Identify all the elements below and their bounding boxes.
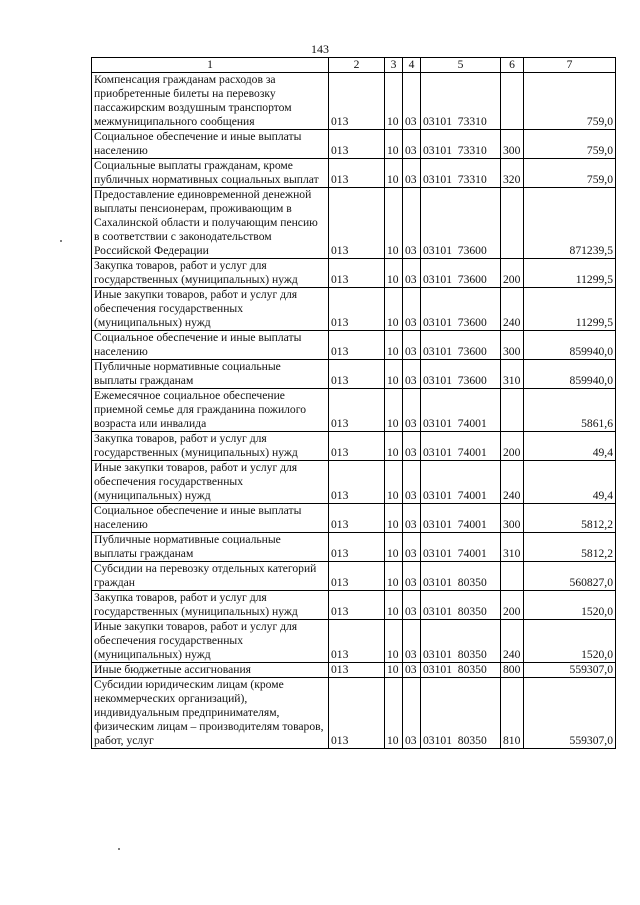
row-name: Закупка товаров, работ и услуг для государственных (муниципальных) нужд [92, 591, 329, 620]
column-header: 6 [501, 58, 524, 73]
section-code: 10 [385, 188, 403, 259]
row-name: Компенсация гражданам расходов за приобретенные билеты на перевозку пассажирским воздушным транспортом межмуниципального сообщения [92, 73, 329, 130]
row-name: Иные закупки товаров, работ и услуг для обеспечения государственных (муниципальных) нужд [92, 620, 329, 663]
table-row [92, 562, 616, 591]
column-header: 7 [524, 58, 616, 73]
subsection-code: 03 [403, 432, 421, 461]
subsection-code: 03 [403, 188, 421, 259]
expense-type-code: 240 [501, 620, 524, 663]
expense-type-code: 810 [501, 678, 524, 749]
amount-value: 5861,6 [524, 389, 616, 432]
target-article-code: 03101 74001 [421, 432, 501, 461]
row-name: Субсидии на перевозку отдельных категорий граждан [92, 562, 329, 591]
table-row [92, 259, 616, 288]
table-row [92, 432, 616, 461]
table-row [92, 331, 616, 360]
amount-value: 759,0 [524, 130, 616, 159]
section-code: 10 [385, 461, 403, 504]
row-name: Закупка товаров, работ и услуг для государственных (муниципальных) нужд [92, 432, 329, 461]
target-article-code: 03101 80350 [421, 620, 501, 663]
admin-code: 013 [329, 130, 385, 159]
expense-type-code: 240 [501, 288, 524, 331]
section-code: 10 [385, 432, 403, 461]
expense-type-code: 300 [501, 504, 524, 533]
expense-type-code: 300 [501, 331, 524, 360]
amount-value: 559307,0 [524, 678, 616, 749]
row-name: Социальные выплаты гражданам, кроме публичных нормативных социальных выплат [92, 159, 329, 188]
expense-type-code: 240 [501, 461, 524, 504]
section-code: 10 [385, 360, 403, 389]
table-row [92, 504, 616, 533]
expense-type-code: 310 [501, 533, 524, 562]
subsection-code: 03 [403, 288, 421, 331]
section-code: 10 [385, 130, 403, 159]
target-article-code: 03101 80350 [421, 663, 501, 678]
row-name: Предоставление единовременной денежной выплаты пенсионерам, проживающим в Сахалинской области и получающим пенсию в соответствии с законодательством Российской Федерации [92, 188, 329, 259]
amount-value: 11299,5 [524, 288, 616, 331]
row-name: Социальное обеспечение и иные выплаты населению [92, 331, 329, 360]
target-article-code: 03101 80350 [421, 562, 501, 591]
amount-value: 759,0 [524, 73, 616, 130]
row-name: Публичные нормативные социальные выплаты гражданам [92, 533, 329, 562]
expense-type-code [501, 73, 524, 130]
amount-value: 859940,0 [524, 360, 616, 389]
section-code: 10 [385, 591, 403, 620]
subsection-code: 03 [403, 389, 421, 432]
column-header: 3 [385, 58, 403, 73]
subsection-code: 03 [403, 663, 421, 678]
row-name: Социальное обеспечение и иные выплаты населению [92, 130, 329, 159]
expense-type-code [501, 188, 524, 259]
admin-code: 013 [329, 288, 385, 331]
admin-code: 013 [329, 620, 385, 663]
row-name: Публичные нормативные социальные выплаты гражданам [92, 360, 329, 389]
admin-code: 013 [329, 188, 385, 259]
subsection-code: 03 [403, 360, 421, 389]
admin-code: 013 [329, 533, 385, 562]
target-article-code: 03101 80350 [421, 591, 501, 620]
table-row [92, 533, 616, 562]
admin-code: 013 [329, 678, 385, 749]
section-code: 10 [385, 288, 403, 331]
table-row [92, 663, 616, 678]
admin-code: 013 [329, 73, 385, 130]
admin-code: 013 [329, 159, 385, 188]
table-row [92, 159, 616, 188]
table-row [92, 360, 616, 389]
row-name: Ежемесячное социальное обеспечение приемной семье для гражданина пожилого возраста или инвалида [92, 389, 329, 432]
page-number: 143 [311, 42, 329, 56]
expense-type-code: 320 [501, 159, 524, 188]
subsection-code: 03 [403, 259, 421, 288]
expense-type-code: 200 [501, 432, 524, 461]
amount-value: 759,0 [524, 159, 616, 188]
table-row [92, 188, 616, 259]
section-code: 10 [385, 504, 403, 533]
target-article-code: 03101 73310 [421, 130, 501, 159]
subsection-code: 03 [403, 504, 421, 533]
expense-type-code [501, 389, 524, 432]
section-code: 10 [385, 73, 403, 130]
target-article-code: 03101 73310 [421, 73, 501, 130]
target-article-code: 03101 73600 [421, 331, 501, 360]
subsection-code: 03 [403, 331, 421, 360]
target-article-code: 03101 73600 [421, 259, 501, 288]
amount-value: 11299,5 [524, 259, 616, 288]
amount-value: 859940,0 [524, 331, 616, 360]
admin-code: 013 [329, 663, 385, 678]
budget-table [91, 57, 616, 749]
section-code: 10 [385, 562, 403, 591]
section-code: 10 [385, 533, 403, 562]
subsection-code: 03 [403, 73, 421, 130]
target-article-code: 03101 74001 [421, 461, 501, 504]
amount-value: 49,4 [524, 432, 616, 461]
admin-code: 013 [329, 461, 385, 504]
admin-code: 013 [329, 432, 385, 461]
subsection-code: 03 [403, 130, 421, 159]
table-row [92, 288, 616, 331]
table-row [92, 591, 616, 620]
section-code: 10 [385, 620, 403, 663]
row-name: Закупка товаров, работ и услуг для государственных (муниципальных) нужд [92, 259, 329, 288]
expense-type-code: 300 [501, 130, 524, 159]
column-header: 4 [403, 58, 421, 73]
amount-value: 559307,0 [524, 663, 616, 678]
subsection-code: 03 [403, 678, 421, 749]
row-name: Социальное обеспечение и иные выплаты населению [92, 504, 329, 533]
target-article-code: 03101 74001 [421, 389, 501, 432]
admin-code: 013 [329, 360, 385, 389]
row-name: Субсидии юридическим лицам (кроме некоммерческих организаций), индивидуальным предпринимателям, физическим лицам – производителям товаров, работ, услуг [92, 678, 329, 749]
table-row [92, 389, 616, 432]
admin-code: 013 [329, 259, 385, 288]
target-article-code: 03101 74001 [421, 504, 501, 533]
amount-value: 5812,2 [524, 533, 616, 562]
target-article-code: 03101 73600 [421, 288, 501, 331]
amount-value: 49,4 [524, 461, 616, 504]
table-row [92, 620, 616, 663]
subsection-code: 03 [403, 591, 421, 620]
table-row [92, 461, 616, 504]
expense-type-code [501, 562, 524, 591]
subsection-code: 03 [403, 620, 421, 663]
admin-code: 013 [329, 504, 385, 533]
amount-value: 560827,0 [524, 562, 616, 591]
target-article-code: 03101 73310 [421, 159, 501, 188]
section-code: 10 [385, 259, 403, 288]
amount-value: 1520,0 [524, 591, 616, 620]
row-name: Иные бюджетные ассигнования [92, 663, 329, 678]
admin-code: 013 [329, 591, 385, 620]
header-row [92, 58, 616, 73]
amount-value: 1520,0 [524, 620, 616, 663]
subsection-code: 03 [403, 562, 421, 591]
expense-type-code: 200 [501, 591, 524, 620]
subsection-code: 03 [403, 533, 421, 562]
admin-code: 013 [329, 562, 385, 591]
amount-value: 5812,2 [524, 504, 616, 533]
column-header: 2 [329, 58, 385, 73]
section-code: 10 [385, 663, 403, 678]
section-code: 10 [385, 331, 403, 360]
amount-value: 871239,5 [524, 188, 616, 259]
column-header: 1 [92, 58, 329, 73]
scan-speck [118, 848, 120, 850]
admin-code: 013 [329, 389, 385, 432]
table-row [92, 73, 616, 130]
subsection-code: 03 [403, 461, 421, 504]
expense-type-code: 310 [501, 360, 524, 389]
table-row [92, 130, 616, 159]
subsection-code: 03 [403, 159, 421, 188]
section-code: 10 [385, 389, 403, 432]
target-article-code: 03101 73600 [421, 360, 501, 389]
table-row [92, 678, 616, 749]
column-header: 5 [421, 58, 501, 73]
admin-code: 013 [329, 331, 385, 360]
target-article-code: 03101 73600 [421, 188, 501, 259]
target-article-code: 03101 80350 [421, 678, 501, 749]
expense-type-code: 200 [501, 259, 524, 288]
row-name: Иные закупки товаров, работ и услуг для обеспечения государственных (муниципальных) нужд [92, 288, 329, 331]
scan-speck [60, 240, 62, 242]
section-code: 10 [385, 159, 403, 188]
section-code: 10 [385, 678, 403, 749]
target-article-code: 03101 74001 [421, 533, 501, 562]
expense-type-code: 800 [501, 663, 524, 678]
row-name: Иные закупки товаров, работ и услуг для обеспечения государственных (муниципальных) нужд [92, 461, 329, 504]
